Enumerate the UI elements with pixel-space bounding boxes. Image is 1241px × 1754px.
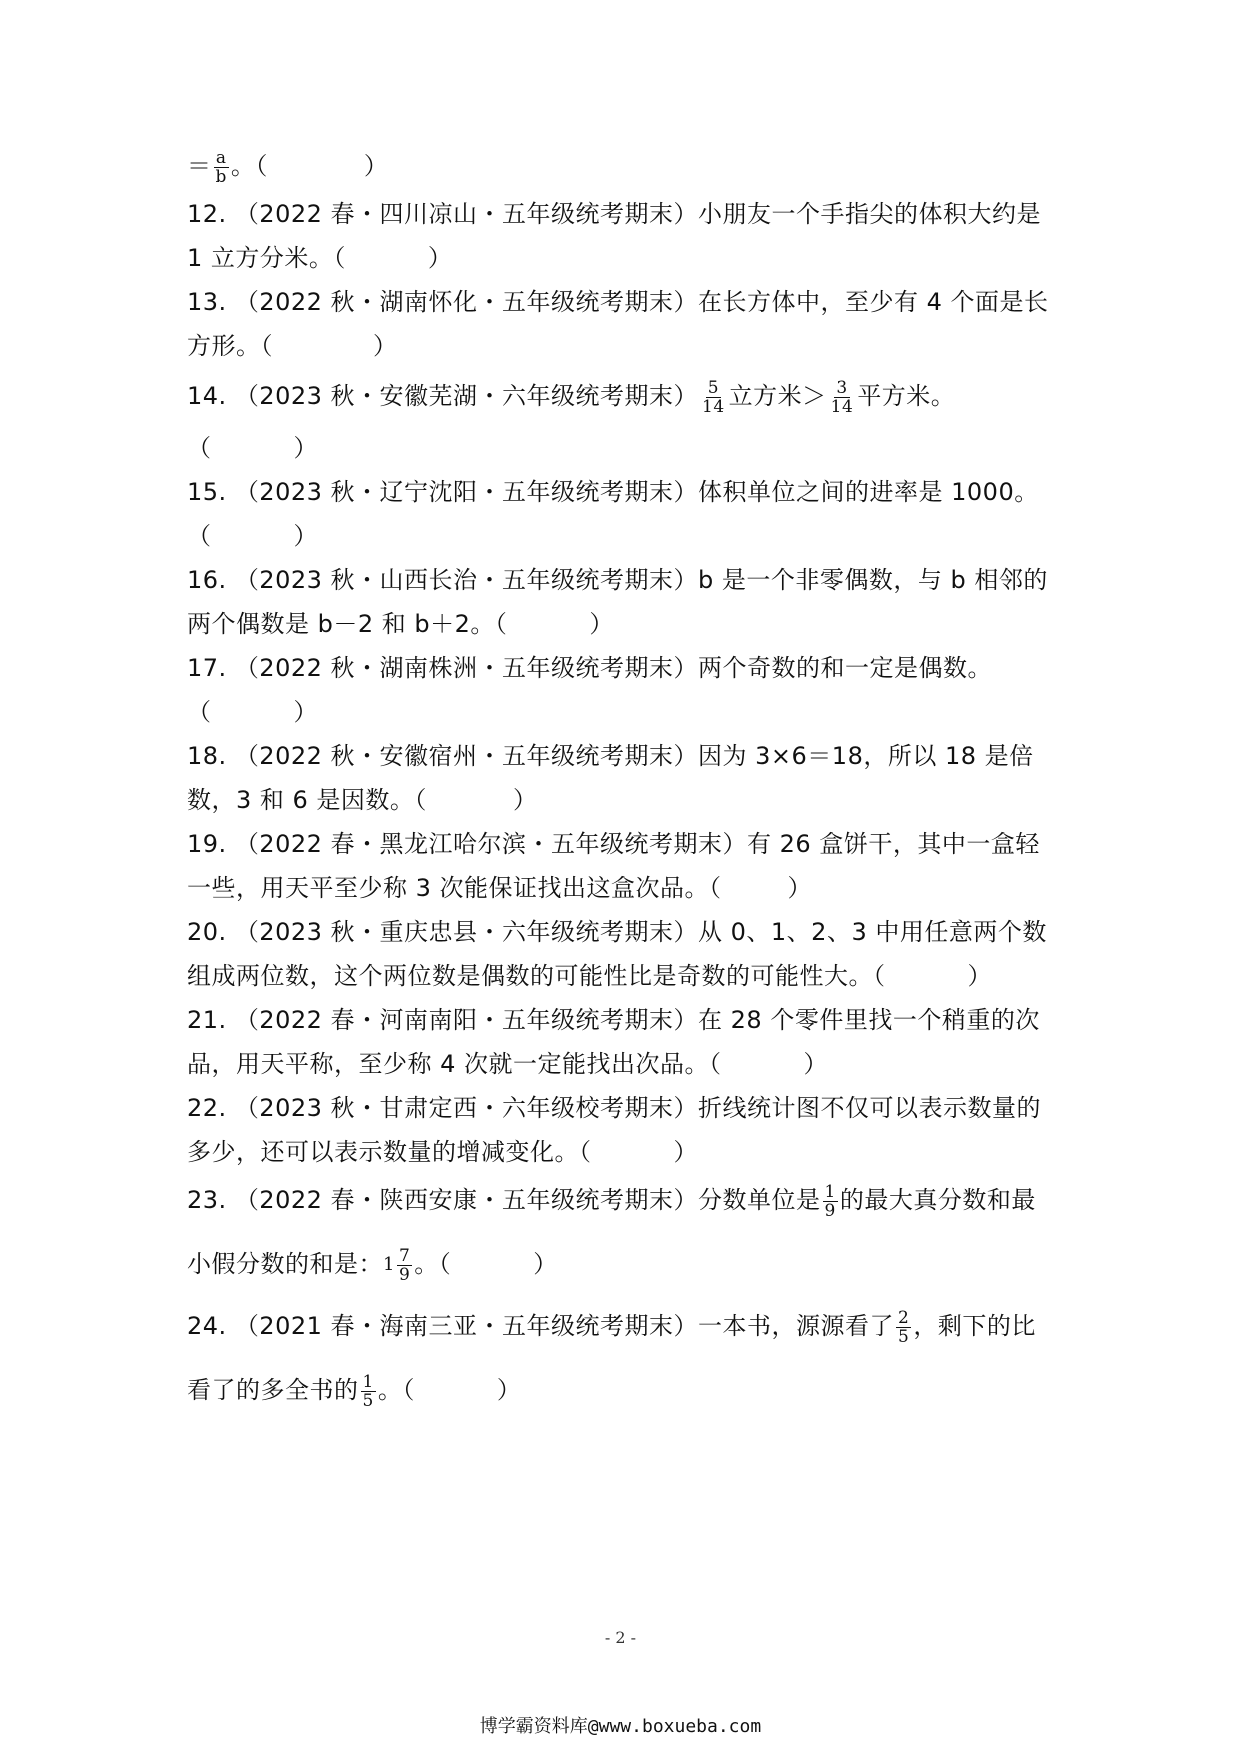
- question-16-line2: 两个偶数是 b－2 和 b＋2。（ ）: [187, 610, 614, 638]
- question-14-line2: （ ）: [187, 434, 318, 462]
- fraction: $\frac{5}{14}$: [702, 377, 725, 417]
- question-19-line2: 一些，用天平至少称 3 次能保证找出这盒次品。（ ）: [187, 874, 813, 902]
- question-12-line2: 1 立方分米。（ ）: [187, 244, 453, 272]
- question-24-line2: 看了的多全书的 $\frac{1}{5}$ 。（ ）: [187, 1371, 522, 1411]
- fraction: $\frac{a}{b}$: [215, 147, 227, 187]
- question-24-line1: 24. （2021 春・海南三亚・五年级统考期末）一本书，源源看了 $\frac{2}{5}$ ，剩下的比: [187, 1307, 1036, 1347]
- fraction: $\frac{1}{5}$: [362, 1371, 374, 1411]
- question-22-line2: 多少，还可以表示数量的增减变化。（ ）: [187, 1138, 698, 1166]
- fraction: $\frac{3}{14}$: [830, 377, 854, 417]
- question-12-line1: 12. （2022 春・四川凉山・五年级统考期末）小朋友一个手指尖的体积大约是: [187, 200, 1042, 228]
- question-21-line2: 品，用天平称，至少称 4 次就一定能找出次品。（ ）: [187, 1050, 829, 1078]
- footer-watermark: 博学霸资料库@www.boxueba.com: [479, 1716, 762, 1737]
- page-number: - 2 -: [604, 1628, 637, 1647]
- question-13-line1: 13. （2022 秋・湖南怀化・五年级统考期末）在长方体中，至少有 4 个面是长: [187, 288, 1049, 316]
- question-15-line1: 15. （2023 秋・辽宁沈阳・五年级统考期末）体积单位之间的进率是 1000。: [187, 478, 1039, 506]
- question-23-line2: 小假分数的和是：1 $\frac{7}{9}$ 。（ ）: [187, 1245, 558, 1285]
- mixed-fraction: $\frac{7}{9}$: [398, 1245, 411, 1285]
- question-18-line2: 数，3 和 6 是因数。（ ）: [187, 786, 538, 814]
- question-17-line1: 17. （2022 秋・湖南株洲・五年级统考期末）两个奇数的和一定是偶数。: [187, 654, 993, 682]
- question-15-line2: （ ）: [187, 522, 318, 550]
- question-19-line1: 19. （2022 春・黑龙江哈尔滨・五年级统考期末）有 26 盒饼干，其中一盒轻: [187, 830, 1040, 858]
- question-23-line1: 23. （2022 春・陕西安康・五年级统考期末）分数单位是 $\frac{1}{9}$ 的最大真分数和最: [187, 1181, 1036, 1221]
- question-16-line1: 16. （2023 秋・山西长治・五年级统考期末）b 是一个非零偶数，与 b 相邻的: [187, 566, 1048, 594]
- fraction: $\frac{2}{5}$: [898, 1307, 910, 1347]
- continuation-line: ＝ $\frac{a}{b}$ 。（ ）: [187, 147, 389, 187]
- question-17-line2: （ ）: [187, 698, 318, 726]
- question-21-line1: 21. （2022 春・河南南阳・五年级统考期末）在 28 个零件里找一个稍重的次: [187, 1006, 1040, 1034]
- question-20-line2: 组成两位数，这个两位数是偶数的可能性比是奇数的可能性大。（ ）: [187, 962, 992, 990]
- question-14-line1: 14. （2023 秋・安徽芜湖・六年级统考期末） $\frac{5}{14}$ 立方米＞ $\frac{3}{14}$ 平方米。: [187, 377, 956, 417]
- fraction: $\frac{1}{9}$: [824, 1181, 836, 1221]
- question-13-line2: 方形。（ ）: [187, 332, 398, 360]
- question-18-line1: 18. （2022 秋・安徽宿州・五年级统考期末）因为 3×6＝18，所以 18 是倍: [187, 742, 1034, 770]
- question-20-line1: 20. （2023 秋・重庆忠县・六年级统考期末）从 0、1、2、3 中用任意两个数: [187, 918, 1047, 946]
- question-22-line1: 22. （2023 秋・甘肃定西・六年级校考期末）折线统计图不仅可以表示数量的: [187, 1094, 1042, 1122]
